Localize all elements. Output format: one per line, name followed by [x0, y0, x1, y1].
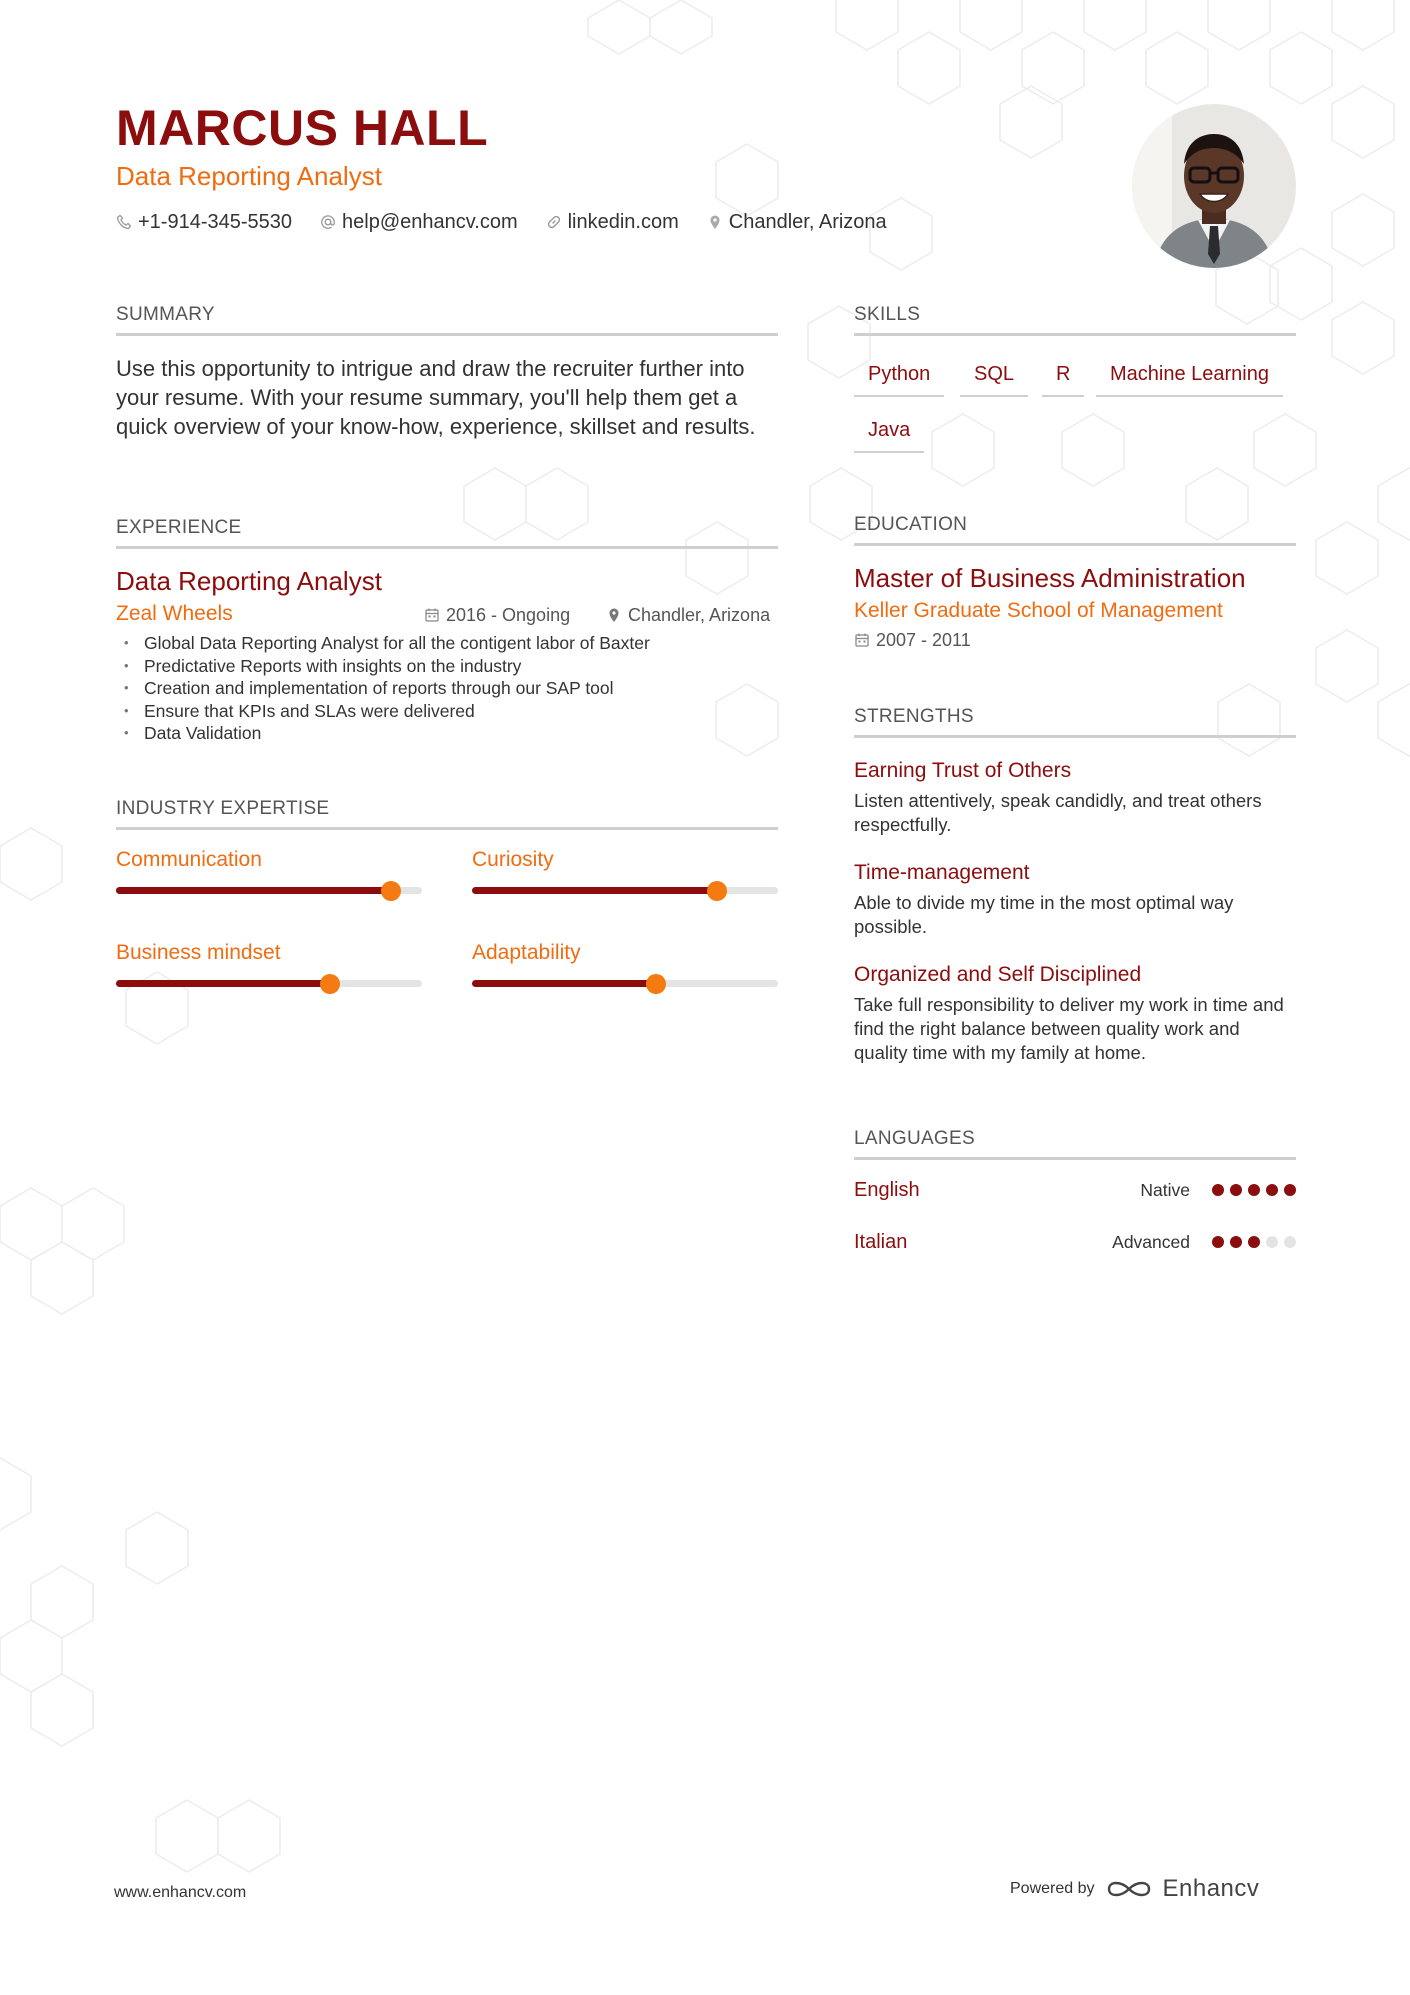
skills-section [854, 303, 1296, 453]
strength-title: Time-management [854, 861, 1030, 884]
expertise-bar-knob [320, 974, 340, 994]
summary-section [116, 303, 778, 441]
enhancv-logo-icon [1105, 1877, 1153, 1901]
expertise-bar-fill [472, 980, 656, 987]
language-rating [1212, 1236, 1296, 1248]
strength-desc: Take full responsibility to deliver my work in time and find the right balance between quality work and quality time with my family at home. [854, 994, 1284, 1063]
skills-title: SKILLS [854, 303, 1296, 336]
job-bullets [116, 632, 776, 745]
link-icon [546, 214, 562, 230]
expertise-bar-knob [381, 881, 401, 901]
rating-dot-empty [1266, 1236, 1278, 1248]
education-degree: Master of Business Administration [854, 563, 1246, 593]
expertise-bar-knob [707, 881, 727, 901]
footer-website[interactable]: www.enhancv.com [114, 1884, 247, 1901]
location-text: Chandler, Arizona [728, 211, 887, 233]
rating-dot-empty [1284, 1236, 1296, 1248]
rating-dot-filled [1284, 1184, 1296, 1196]
strengths-section [854, 705, 1296, 1065]
rating-dot-filled [1266, 1184, 1278, 1196]
job-title: Data Reporting Analyst [116, 566, 382, 596]
languages-section [854, 1127, 1296, 1267]
contact-linkedin[interactable] [546, 208, 679, 236]
contact-bar [116, 208, 887, 236]
skill-tag-machine-learning: Machine Learning [1096, 361, 1283, 397]
language-name: English [854, 1179, 920, 1201]
language-rating [1212, 1184, 1296, 1196]
job-location-text: Chandler, Arizona [628, 605, 771, 625]
strength-title: Organized and Self Disciplined [854, 963, 1142, 986]
language-name: Italian [854, 1231, 908, 1253]
expertise-label: Business mindset [116, 941, 281, 964]
list-item: • Global Data Reporting Analyst for all the contigent labor of Baxter [116, 632, 776, 655]
contact-phone[interactable] [116, 208, 292, 236]
rating-dot-filled [1230, 1236, 1242, 1248]
skill-tag-python: Python [854, 361, 944, 397]
calendar-icon [854, 632, 870, 648]
contact-location [707, 208, 887, 236]
rating-dot-filled [1212, 1184, 1224, 1196]
at-icon [320, 214, 336, 230]
education-dates-text: 2007 - 2011 [876, 630, 971, 650]
contact-email[interactable] [320, 208, 518, 236]
expertise-bar-fill [116, 887, 391, 894]
strengths-title: STRENGTHS [854, 705, 1296, 738]
powered-by-text: Powered by [1010, 1880, 1095, 1897]
expertise-item-communication [116, 847, 422, 873]
phone-icon [116, 214, 132, 230]
skill-tag-sql: SQL [960, 361, 1028, 397]
candidate-name: MARCUS HALL [116, 100, 489, 156]
experience-title: EXPERIENCE [116, 516, 778, 549]
expertise-bar-knob [646, 974, 666, 994]
expertise-bar-fill [472, 887, 717, 894]
list-item: • Predictative Reports with insights on the industry [116, 655, 776, 678]
linkedin-text: linkedin.com [567, 211, 679, 233]
footer-branding [1010, 1874, 1259, 1904]
language-item-italian [854, 1229, 1296, 1255]
strength-desc: Listen attentively, speak candidly, and treat others respectfully. [854, 790, 1262, 835]
strength-title: Earning Trust of Others [854, 759, 1072, 782]
rating-dot-filled [1230, 1184, 1242, 1196]
expertise-bar-fill [116, 980, 330, 987]
skill-tag-r: R [1042, 361, 1084, 397]
education-title: EDUCATION [854, 513, 1296, 546]
rating-dot-filled [1248, 1236, 1260, 1248]
job-dates [424, 603, 570, 627]
strength-item [854, 758, 1296, 837]
expertise-item-curiosity [472, 847, 778, 873]
languages-title: LANGUAGES [854, 1127, 1296, 1160]
expertise-bar [116, 887, 422, 894]
job-entry [116, 565, 778, 765]
language-level: Native [1140, 1180, 1190, 1200]
list-item: • Data Validation [116, 722, 776, 745]
expertise-label: Communication [116, 848, 262, 871]
skill-tag-java: Java [854, 417, 924, 453]
summary-text: Use this opportunity to intrigue and draw the recruiter further into your resume. With your resume summary, you'll help them get a quick overview of your know-how, experience, skillset and results. [116, 356, 756, 439]
experience-section [116, 516, 778, 765]
education-school: Keller Graduate School of Management [854, 599, 1223, 622]
email-text: help@enhancv.com [342, 211, 518, 233]
brand-name: Enhancv [1162, 1875, 1260, 1902]
rating-dot-filled [1248, 1184, 1260, 1196]
phone-text: +1-914-345-5530 [138, 211, 293, 233]
expertise-item-business-mindset [116, 940, 422, 966]
profile-photo [1132, 104, 1296, 268]
location-pin-icon [606, 607, 622, 623]
rating-dot-filled [1212, 1236, 1224, 1248]
expertise-title: INDUSTRY EXPERTISE [116, 797, 778, 830]
language-item-english [854, 1177, 1296, 1203]
job-location [606, 603, 770, 627]
expertise-bar [116, 980, 422, 987]
expertise-item-adaptability [472, 940, 778, 966]
location-pin-icon [707, 214, 723, 230]
calendar-icon [424, 607, 440, 623]
education-dates [854, 628, 1296, 652]
expertise-bar [472, 887, 778, 894]
language-level: Advanced [1112, 1232, 1190, 1252]
expertise-section [116, 797, 778, 1017]
strength-item [854, 962, 1296, 1065]
strength-desc: Able to divide my time in the most optimal way possible. [854, 892, 1234, 937]
expertise-label: Adaptability [472, 941, 581, 964]
list-item: • Creation and implementation of reports through our SAP tool [116, 677, 776, 700]
candidate-role: Data Reporting Analyst [116, 161, 382, 191]
job-company: Zeal Wheels [116, 602, 233, 625]
expertise-bar [472, 980, 778, 987]
expertise-label: Curiosity [472, 848, 554, 871]
strength-item [854, 860, 1296, 939]
education-section [854, 513, 1296, 652]
list-item: • Ensure that KPIs and SLAs were delivered [116, 700, 776, 723]
summary-title: SUMMARY [116, 303, 778, 336]
job-dates-text: 2016 - Ongoing [446, 605, 571, 625]
